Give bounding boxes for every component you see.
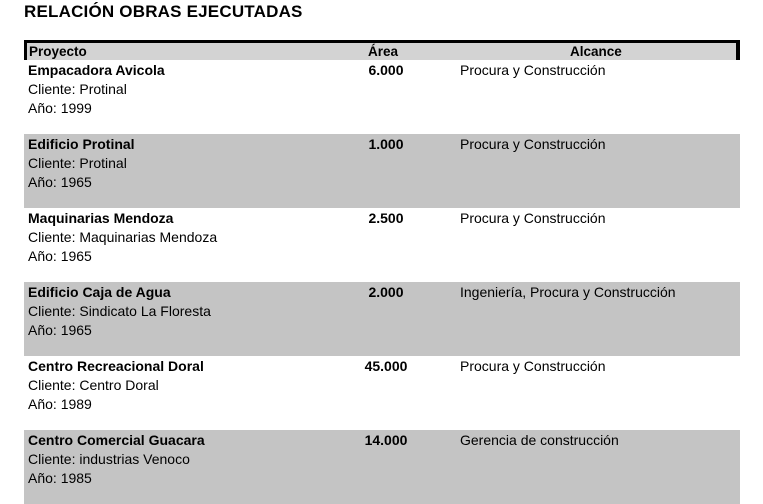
project-client: Cliente: Protinal <box>28 155 127 171</box>
project-client: Cliente: Sindicato La Floresta <box>28 303 211 319</box>
project-year: Año: 1965 <box>28 322 92 338</box>
project-scope: Procura y Construcción <box>460 210 606 226</box>
table-row <box>24 60 740 134</box>
project-name: Centro Recreacional Doral <box>28 358 204 374</box>
table-header <box>24 40 740 60</box>
project-year: Año: 1985 <box>28 470 92 486</box>
header-scope: Alcance <box>570 44 622 59</box>
table-row <box>24 134 740 208</box>
project-area: 6.000 <box>368 62 404 78</box>
project-scope: Ingeniería, Procura y Construcción <box>460 284 676 300</box>
table-row <box>24 208 740 282</box>
project-name: Empacadora Avicola <box>28 62 165 78</box>
project-year: Año: 1965 <box>28 174 92 190</box>
header-project: Proyecto <box>29 44 87 59</box>
works-table <box>24 40 740 504</box>
project-name: Edificio Protinal <box>28 136 135 152</box>
project-client: Cliente: Protinal <box>28 81 127 97</box>
project-area: 45.000 <box>364 358 408 374</box>
table-row <box>24 282 740 356</box>
project-year: Año: 1965 <box>28 248 92 264</box>
project-scope: Procura y Construcción <box>460 136 606 152</box>
page-title: RELACIÓN OBRAS EJECUTADAS <box>24 2 303 21</box>
project-name: Edificio Caja de Agua <box>28 284 171 300</box>
project-client: Cliente: Centro Doral <box>28 377 159 393</box>
project-name: Centro Comercial Guacara <box>28 432 205 448</box>
project-year: Año: 1999 <box>28 100 92 116</box>
project-scope: Procura y Construcción <box>460 62 606 78</box>
project-area: 2.500 <box>368 210 404 226</box>
project-scope: Procura y Construcción <box>460 358 606 374</box>
project-year: Año: 1989 <box>28 396 92 412</box>
table-row <box>24 356 740 430</box>
project-client: Cliente: Maquinarias Mendoza <box>28 229 218 245</box>
project-name: Maquinarias Mendoza <box>28 210 174 226</box>
header-area: Área <box>368 44 399 59</box>
project-area: 1.000 <box>368 136 404 152</box>
project-scope: Gerencia de construcción <box>460 432 619 448</box>
project-area: 2.000 <box>368 284 404 300</box>
project-client: Cliente: industrias Venoco <box>28 451 190 467</box>
table-row <box>24 430 740 504</box>
project-area: 14.000 <box>364 432 408 448</box>
